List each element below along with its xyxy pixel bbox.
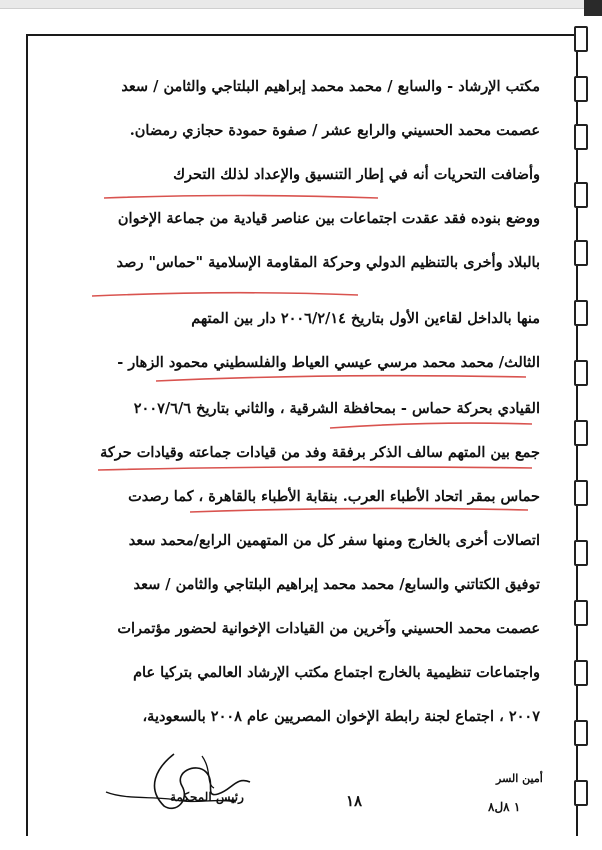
binding-ring [574, 480, 588, 506]
text-line-2: عصمت محمد الحسيني والرابع عشر / صفوة حمودة حجازي رمضان. [129, 122, 540, 139]
text-line-10: حماس بمقر اتحاد الأطباء العرب. بنقابة الأطباء بالقاهرة ، كما رصدت [128, 488, 540, 505]
secretary-signature-text: ١ ٨ل٨ [488, 800, 521, 814]
binding-ring [574, 420, 588, 446]
text-line-12: توفيق الكتاتني والسابع/ محمد محمد إبراهيم البلتاجي والثامن / سعد [133, 576, 540, 593]
page-number: ١٨ [346, 792, 363, 810]
binding-ring [574, 76, 588, 102]
secretary-label: أمين السر [496, 772, 543, 785]
judge-signature [86, 748, 266, 818]
binding-ring [574, 780, 588, 806]
text-line-6: منها بالداخل لقاءين الأول بتاريخ ٢٠٠٦/٢/١٤ دار بين المتهم [191, 310, 540, 327]
binding-ring [574, 26, 588, 52]
text-line-11: اتصالات أخرى بالخارج ومنها سفر كل من المتهمين الرابع/محمد سعد [128, 532, 540, 549]
text-line-3: وأضافت التحريات أنه في إطار التنسيق والإعداد لذلك التحرك [173, 166, 540, 183]
text-line-13: عصمت محمد الحسيني وآخرين من القيادات الإخوانية لحضور مؤتمرات [117, 620, 540, 637]
binding-ring [574, 660, 588, 686]
viewer-top-bar [0, 0, 602, 9]
text-line-15: ٢٠٠٧ ، اجتماع لجنة رابطة الإخوان المصريين عام ٢٠٠٨ بالسعودية، [142, 708, 540, 725]
binding-ring [574, 182, 588, 208]
binding-ring [574, 600, 588, 626]
binding-ring [574, 720, 588, 746]
text-line-7: الثالث/ محمد محمد مرسي عيسي العياط والفلسطيني محمود الزهار - [117, 354, 540, 371]
binding-ring [574, 360, 588, 386]
binding-ring [574, 540, 588, 566]
judge-label: رئيس المحكمة [170, 790, 244, 804]
page-binding [572, 14, 590, 834]
text-line-1: مكتب الإرشاد - والسابع / محمد محمد إبراهيم البلتاجي والثامن / سعد [121, 78, 540, 95]
binding-ring [574, 124, 588, 150]
text-line-4: ووضع بنوده فقد عقدت اجتماعات بين عناصر قيادية من جماعة الإخوان [117, 210, 540, 227]
text-line-8: القيادي بحركة حماس - بمحافظة الشرقية ، والثاني بتاريخ ٢٠٠٧/٦/٦ [133, 400, 540, 417]
text-line-5: بالبلاد وأخرى بالتنظيم الدولي وحركة المقاومة الإسلامية "حماس" رصد [116, 254, 540, 271]
binding-ring [574, 240, 588, 266]
binding-ring [574, 300, 588, 326]
text-line-9: جمع بين المتهم سالف الذكر برفقة وفد من قيادات جماعته وقيادات حركة [100, 444, 540, 461]
text-line-14: واجتماعات تنظيمية بالخارج اجتماع مكتب الإرشاد العالمي بتركيا عام [133, 664, 540, 681]
